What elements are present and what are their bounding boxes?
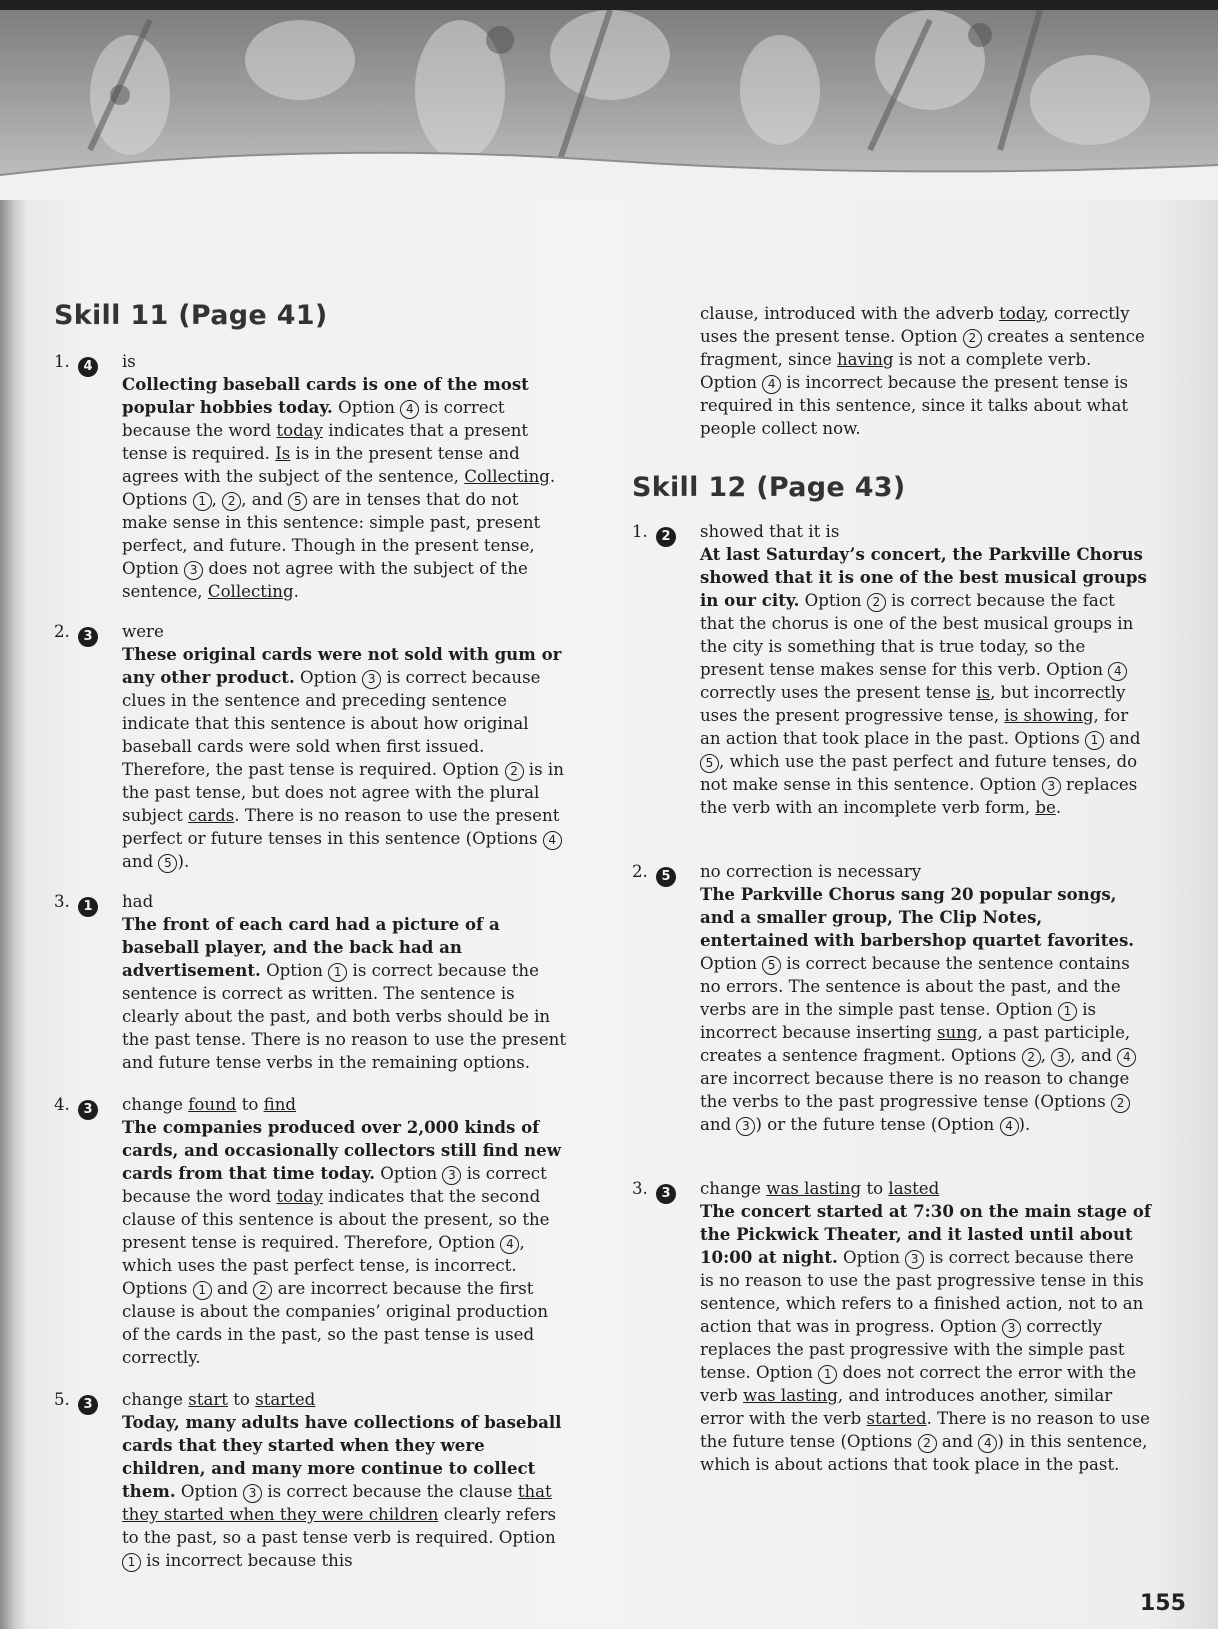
underlined-word: having bbox=[836, 350, 894, 369]
option-number-circle: 5 bbox=[762, 956, 781, 975]
text-run: indicates that a present tense is required. bbox=[122, 421, 529, 463]
answer-text: had bbox=[122, 892, 154, 911]
text-run: , which use the past perfect and future tenses, do not make sense in this sentence. Option bbox=[700, 752, 1138, 794]
underlined-word: found bbox=[188, 1095, 237, 1114]
text-run: and bbox=[936, 1432, 979, 1451]
text-run: is correct because there is no reason to use the past progressive tense in this sentence, which refers to a finished action, not to an action that was in progress. Option bbox=[700, 1248, 1144, 1336]
underlined-word: today bbox=[999, 304, 1044, 323]
option-number-circle: 5 bbox=[700, 754, 719, 773]
answer-choice-badge: 3 bbox=[78, 627, 98, 647]
text-run: is correct because the sentence contains no errors. The sentence is about the past, and the verbs are in the simple past tense. Option bbox=[700, 954, 1130, 1019]
option-number-circle: 2 bbox=[918, 1434, 937, 1453]
answer-choice-badge: 2 bbox=[656, 527, 676, 547]
option-number-circle: 4 bbox=[543, 831, 562, 850]
option-number-circle: 3 bbox=[736, 1117, 755, 1136]
option-number-circle: 3 bbox=[442, 1166, 461, 1185]
text-run: and bbox=[122, 852, 159, 871]
text-run: correctly uses the present tense bbox=[700, 683, 977, 702]
underlined-word: started bbox=[866, 1409, 927, 1428]
text-run: . There is no reason to use the future tense (Options bbox=[700, 1409, 1150, 1451]
answer-item bbox=[54, 1093, 566, 1369]
text-run: is incorrect because the present tense is required in this sentence, since it talks about what people collect now. bbox=[700, 373, 1129, 438]
item-number: 4. bbox=[54, 1095, 70, 1114]
explanation-text bbox=[700, 304, 1145, 438]
text-run: ) in this sentence, which is about actions that took place in the past. bbox=[700, 1432, 1148, 1474]
answer-item bbox=[632, 1177, 1152, 1476]
header-banner-image bbox=[0, 0, 1218, 200]
text-run: , correctly uses the present tense. Option bbox=[700, 304, 1130, 346]
text-run: ) or the future tense (Option bbox=[755, 1115, 1000, 1134]
answer-text: is bbox=[122, 352, 136, 371]
option-number-circle: 3 bbox=[1002, 1319, 1021, 1338]
item-number: 3. bbox=[632, 1179, 648, 1198]
text-run: is in the present tense and agrees with the subject of the sentence, bbox=[122, 444, 520, 486]
answer-item bbox=[54, 620, 566, 873]
option-number-circle: 4 bbox=[400, 400, 419, 419]
option-number-circle: 4 bbox=[1000, 1117, 1019, 1136]
option-number-circle: 3 bbox=[1051, 1048, 1070, 1067]
item-number: 1. bbox=[632, 522, 648, 541]
text-run: ). bbox=[177, 852, 190, 871]
answer-text bbox=[122, 1388, 566, 1411]
option-number-circle: 5 bbox=[288, 492, 307, 511]
section-heading: Skill 12 (Page 43) bbox=[632, 472, 906, 503]
text-run: to bbox=[227, 1390, 256, 1409]
text-run: Option bbox=[294, 668, 363, 687]
continued-explanation bbox=[632, 302, 1152, 440]
underlined-word: start bbox=[188, 1390, 228, 1409]
explanation-text bbox=[700, 885, 1136, 1134]
option-number-circle: 4 bbox=[1117, 1048, 1136, 1067]
underlined-word: lasted bbox=[888, 1179, 940, 1198]
underlined-word: is showing bbox=[1004, 706, 1094, 725]
text-run: Option bbox=[175, 1482, 244, 1501]
answer-item bbox=[54, 890, 566, 1074]
text-run: , a past participle, creates a sentence fragment. Options bbox=[700, 1023, 1131, 1065]
text-run: Option bbox=[700, 954, 763, 973]
text-run: is incorrect because this bbox=[141, 1551, 353, 1570]
item-number: 2. bbox=[54, 622, 70, 641]
text-run: to bbox=[861, 1179, 889, 1198]
option-number-circle: 2 bbox=[1022, 1048, 1041, 1067]
explanation-text bbox=[122, 1413, 561, 1570]
page-number: 155 bbox=[1140, 1591, 1186, 1616]
text-run: does not correct the error with the verb bbox=[700, 1363, 1137, 1405]
text-run: Option bbox=[260, 961, 329, 980]
text-run: is not a complete verb. Option bbox=[700, 350, 1092, 392]
text-run: change bbox=[122, 1390, 189, 1409]
option-number-circle: 3 bbox=[1042, 777, 1061, 796]
underlined-word: sung bbox=[936, 1023, 978, 1042]
item-number: 5. bbox=[54, 1390, 70, 1409]
text-run: replaces the verb with an incomplete verb form, bbox=[700, 775, 1138, 817]
sentence-text: These original cards were not sold with gum or any other product. bbox=[122, 644, 562, 687]
explanation-text bbox=[122, 375, 555, 601]
option-number-circle: 2 bbox=[253, 1281, 272, 1300]
text-run: creates a sentence fragment, since bbox=[700, 327, 1145, 369]
option-number-circle: 3 bbox=[905, 1250, 924, 1269]
text-run: indicates that the second clause of this sentence is about the present, so the present tense is required. Therefore, Option bbox=[122, 1187, 550, 1252]
option-number-circle: 4 bbox=[762, 375, 781, 394]
text-run: , but incorrectly uses the present progressive tense, bbox=[700, 683, 1126, 725]
text-run: does not agree with the subject of the sentence, bbox=[122, 559, 528, 601]
option-number-circle: 4 bbox=[978, 1434, 997, 1453]
text-run: is in the past tense, but does not agree with the plural subject bbox=[122, 760, 564, 825]
underlined-word: Collecting bbox=[207, 582, 294, 601]
option-number-circle: 1 bbox=[193, 1281, 212, 1300]
answer-item bbox=[54, 1388, 566, 1572]
text-run: are incorrect because there is no reason to change the verbs to the past progressive tense (Options bbox=[700, 1069, 1130, 1111]
explanation-text bbox=[122, 1118, 561, 1367]
underlined-word: that they started when they were children bbox=[122, 1482, 552, 1524]
answer-choice-badge: 3 bbox=[78, 1395, 98, 1415]
text-run: , which uses the past perfect tense, is incorrect. Options bbox=[122, 1233, 525, 1298]
sentence-text: Today, many adults have collections of baseball cards that they started when they were children, and many more continue to collect them. bbox=[122, 1412, 562, 1501]
answer-choice-badge: 3 bbox=[656, 1184, 676, 1204]
answer-item bbox=[54, 350, 566, 603]
text-run: is correct because the word bbox=[122, 1164, 547, 1206]
option-number-circle: 3 bbox=[362, 670, 381, 689]
option-number-circle: 1 bbox=[818, 1365, 837, 1384]
answer-choice-badge: 1 bbox=[78, 897, 98, 917]
underlined-word: be bbox=[1035, 798, 1056, 817]
option-number-circle: 4 bbox=[500, 1235, 519, 1254]
underlined-word: was lasting bbox=[743, 1386, 838, 1405]
sentence-text: The front of each card had a picture of a baseball player, and the back had an advertisement. bbox=[122, 914, 500, 980]
answer-text: were bbox=[122, 622, 164, 641]
text-run: are in tenses that do not make sense in this sentence: simple past, present perfect, and future. Though in the present tense, Option bbox=[122, 490, 541, 578]
option-number-circle: 5 bbox=[158, 854, 177, 873]
underlined-word: find bbox=[263, 1095, 297, 1114]
explanation-text bbox=[700, 545, 1147, 817]
underlined-word: today bbox=[276, 421, 323, 440]
text-run: and bbox=[211, 1279, 254, 1298]
underlined-word: was lasting bbox=[766, 1179, 862, 1198]
sentence-text: Collecting baseball cards is one of the most popular hobbies today. bbox=[122, 374, 529, 417]
underlined-word: is bbox=[976, 683, 991, 702]
text-run: correctly replaces the past progressive with the simple past tense. Option bbox=[700, 1317, 1125, 1382]
text-run: Option bbox=[332, 398, 401, 417]
text-run: Option bbox=[799, 591, 867, 610]
answer-text bbox=[122, 1093, 566, 1116]
text-run: . Options bbox=[122, 467, 556, 509]
option-number-circle: 4 bbox=[1108, 662, 1127, 681]
text-run: is correct because the word bbox=[122, 398, 505, 440]
text-run: and bbox=[700, 1115, 737, 1134]
text-run: to bbox=[236, 1095, 264, 1114]
text-run: is correct because the fact that the chorus is one of the best musical groups in the city is something that is true today, so the present tense makes sense for this verb. Option bbox=[700, 591, 1134, 679]
text-run: is correct because clues in the sentence and preceding sentence indicate that this sentence is about how original baseball cards were sold when first issued. Therefore, the past tense is required. Option bbox=[122, 668, 541, 779]
text-run: clearly refers to the past, so a past tense verb is required. Option bbox=[122, 1505, 557, 1547]
text-run: clause, introduced with the adverb bbox=[700, 304, 1000, 323]
text-run: are incorrect because the first clause is about the companies’ original production of the cards in the past, so the past tense is used correctly. bbox=[122, 1279, 549, 1367]
option-number-circle: 1 bbox=[1058, 1002, 1077, 1021]
text-run: and bbox=[1104, 729, 1141, 748]
answer-choice-badge: 3 bbox=[78, 1100, 98, 1120]
text-run: , bbox=[211, 490, 223, 509]
text-run: is correct because the clause bbox=[262, 1482, 518, 1501]
explanation-text bbox=[122, 645, 564, 871]
option-number-circle: 1 bbox=[122, 1553, 141, 1572]
text-run: . There is no reason to use the present perfect or future tenses in this sentence (Options bbox=[122, 806, 560, 848]
text-run: is incorrect because inserting bbox=[700, 1000, 1097, 1042]
answer-text bbox=[700, 1177, 1152, 1200]
binding-gutter-shadow bbox=[0, 0, 26, 1629]
item-number: 3. bbox=[54, 892, 70, 911]
text-run: change bbox=[122, 1095, 189, 1114]
text-run: , and bbox=[1070, 1046, 1118, 1065]
answer-choice-badge: 5 bbox=[656, 867, 676, 887]
option-number-circle: 1 bbox=[1085, 731, 1104, 750]
text-run: , bbox=[1040, 1046, 1052, 1065]
option-number-circle: 2 bbox=[1111, 1094, 1130, 1113]
underlined-word: cards bbox=[188, 806, 235, 825]
text-run: , and introduces another, similar error with the verb bbox=[700, 1386, 1113, 1428]
answer-item bbox=[632, 520, 1152, 819]
answer-text: showed that it is bbox=[700, 522, 840, 541]
option-number-circle: 3 bbox=[184, 561, 203, 580]
text-run: is correct because the sentence is correct as written. The sentence is clearly about the past, and both verbs should be in the past tense. There is no reason to use the present and future tense verbs in the remaining options. bbox=[122, 961, 566, 1072]
explanation-text bbox=[122, 915, 566, 1072]
section-heading: Skill 11 (Page 41) bbox=[54, 300, 328, 331]
text-run: , for an action that took place in the past. Options bbox=[700, 706, 1129, 748]
option-number-circle: 3 bbox=[243, 1484, 262, 1503]
option-number-circle: 1 bbox=[193, 492, 212, 511]
item-number: 2. bbox=[632, 862, 648, 881]
option-number-circle: 2 bbox=[867, 593, 886, 612]
explanation-text bbox=[700, 1202, 1151, 1474]
answer-item bbox=[632, 860, 1152, 1136]
text-run: , and bbox=[241, 490, 289, 509]
text-run: ). bbox=[1018, 1115, 1031, 1134]
text-run: . bbox=[293, 582, 299, 601]
option-number-circle: 1 bbox=[328, 963, 347, 982]
answer-choice-badge: 4 bbox=[78, 357, 98, 377]
underlined-word: today bbox=[276, 1187, 323, 1206]
answer-text: no correction is necessary bbox=[700, 862, 922, 881]
option-number-circle: 2 bbox=[963, 329, 982, 348]
sentence-text: The companies produced over 2,000 kinds of cards, and occasionally collectors still find new cards from that time today. bbox=[122, 1117, 562, 1183]
item-number: 1. bbox=[54, 352, 70, 371]
sentence-text: The concert started at 7:30 on the main stage of the Pickwick Theater, and it lasted until about 10:00 at night. bbox=[700, 1201, 1151, 1267]
option-number-circle: 2 bbox=[222, 492, 241, 511]
text-run: change bbox=[700, 1179, 767, 1198]
text-run: . bbox=[1055, 798, 1062, 817]
underlined-word: Is bbox=[275, 444, 291, 463]
underlined-word: started bbox=[255, 1390, 316, 1409]
text-run: Option bbox=[375, 1164, 443, 1183]
text-run: Option bbox=[837, 1248, 906, 1267]
sentence-text: The Parkville Chorus sang 20 popular songs, and a smaller group, The Clip Notes, entertained with barbershop quartet favorites. bbox=[700, 884, 1135, 950]
underlined-word: Collecting bbox=[464, 467, 550, 486]
option-number-circle: 2 bbox=[505, 762, 524, 781]
sentence-text: At last Saturday’s concert, the Parkville Chorus showed that it is one of the best musical groups in our city. bbox=[700, 544, 1147, 610]
